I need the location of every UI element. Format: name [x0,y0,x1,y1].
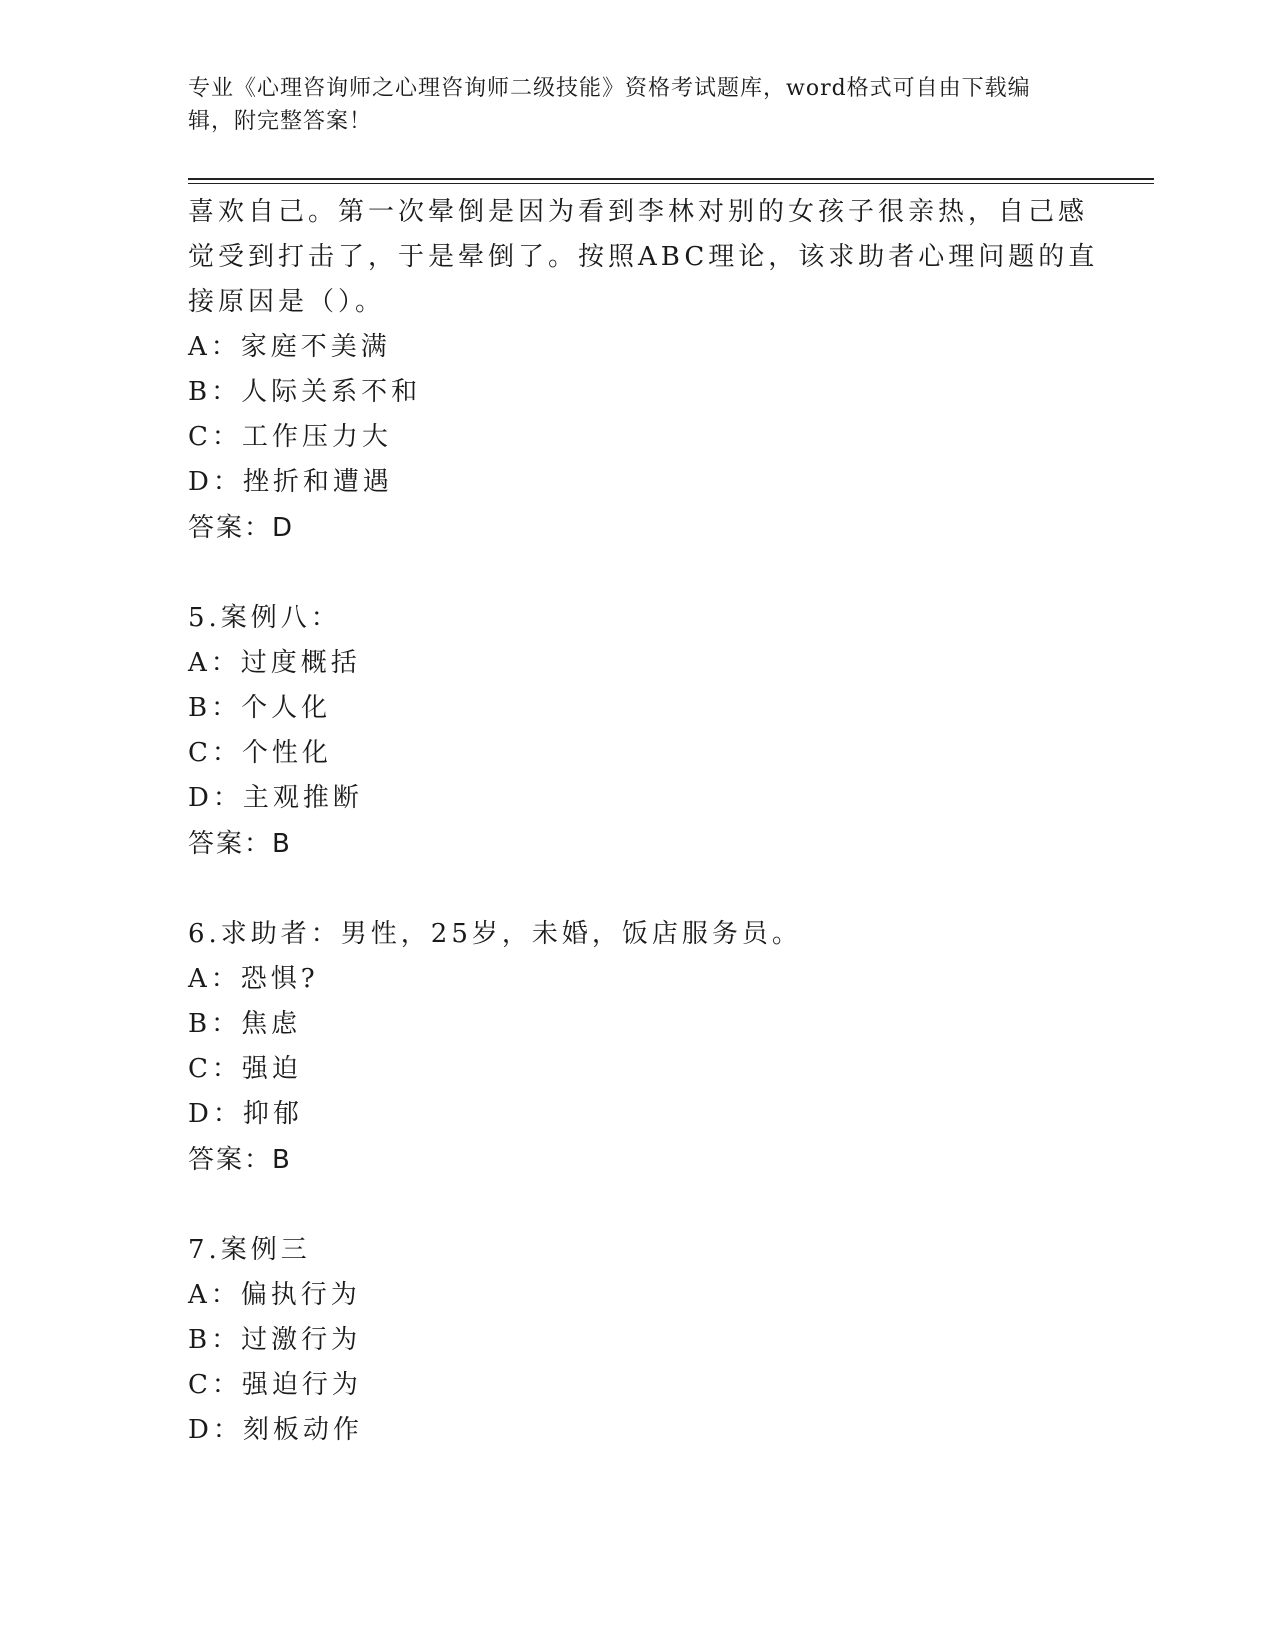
question-text-line: 喜欢自己。第一次晕倒是因为看到李林对别的女孩子很亲热，自己感 [188,197,1089,227]
question-text-line: 接原因是（）。 [188,287,386,317]
option-b: B：过激行为 [188,1325,362,1355]
option-d: D：挫折和遭遇 [188,467,393,497]
option-c: C：个性化 [188,738,332,768]
header-rule-thick [188,178,1154,180]
question-content [188,190,1099,1453]
option-b: B：个人化 [188,693,332,723]
option-c: C：工作压力大 [188,422,392,452]
option-a: A：家庭不美满 [188,332,391,362]
question-6 [188,911,1088,1183]
question-4-continued [188,190,1099,551]
answer-line: 答案：B [188,829,292,859]
answer-line: 答案：D [188,513,295,543]
question-title: 6.求助者：男性，25岁，未婚，饭店服务员。 [188,919,802,949]
header-rule-thin [188,183,1154,184]
option-c: C：强迫行为 [188,1370,362,1400]
option-d: D：主观推断 [188,783,363,813]
question-5 [188,595,1088,867]
question-title: 7.案例三 [188,1235,311,1265]
option-c: C：强迫 [188,1054,302,1084]
page-header: 专业《心理咨询师之心理咨询师二级技能》资格考试题库，word格式可自由下载编辑，附完整答案！ [188,76,1031,134]
option-d: D：刻板动作 [188,1415,363,1445]
option-d: D：抑郁 [188,1099,303,1129]
question-title: 5.案例八： [188,603,341,633]
option-b: B：人际关系不和 [188,377,422,407]
answer-line: 答案：B [188,1145,292,1175]
option-a: A：过度概括 [188,648,361,678]
question-text-line: 觉受到打击了，于是晕倒了。按照ABC理论，该求助者心理问题的直 [188,242,1099,272]
option-b: B：焦虑 [188,1009,302,1039]
question-7 [188,1227,1088,1453]
option-a: A：恐惧? [188,964,319,994]
option-a: A：偏执行为 [188,1280,361,1310]
